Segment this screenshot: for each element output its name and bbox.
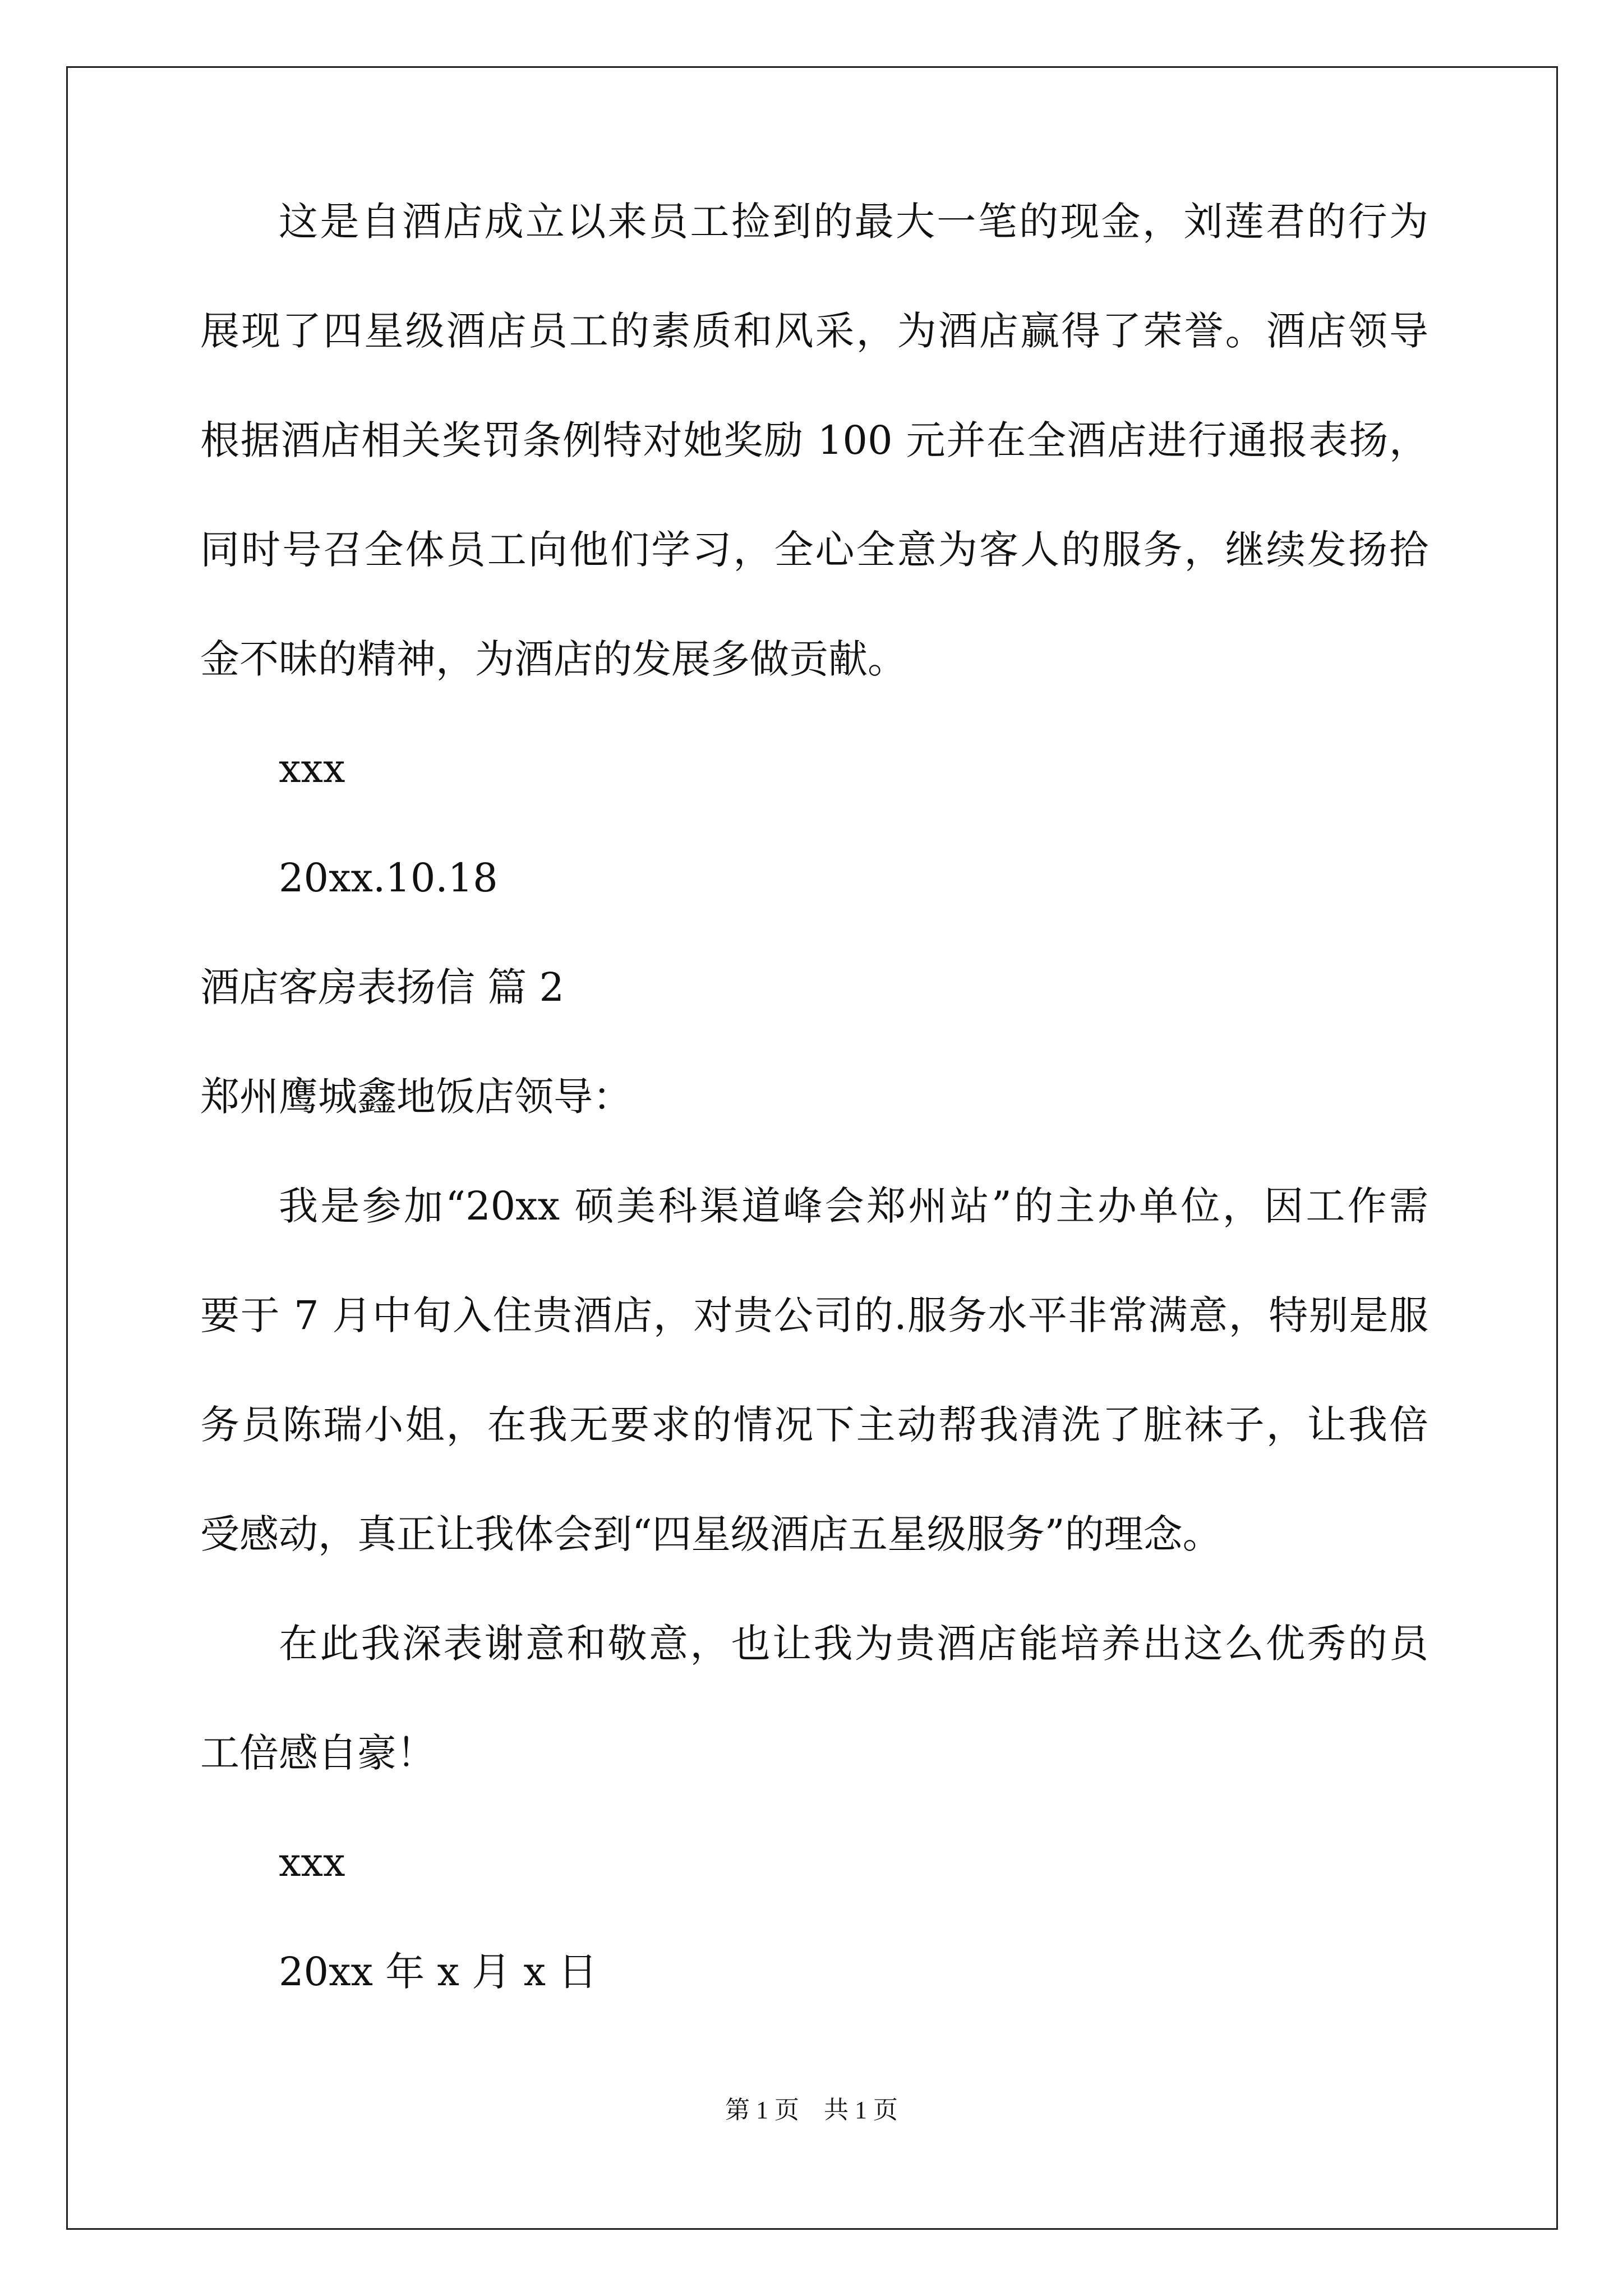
page-footer <box>0 2096 1623 2124</box>
paragraph-2-line-2: 要于 7 月中旬入住贵酒店，对贵公司的.服务水平非常满意，特别是服 <box>200 1292 1428 1338</box>
date-1: 20xx.10.18 <box>279 855 498 901</box>
salutation: 郑州鹰城鑫地饭店领导： <box>200 1074 632 1120</box>
paragraph-1-line-2: 展现了四星级酒店员工的素质和风采，为酒店赢得了荣誉。酒店领导 <box>200 308 1428 354</box>
paragraph-2-line-4: 受感动，真正让我体会到“四星级酒店五星级服务”的理念。 <box>200 1511 1222 1557</box>
signature-2: xxx <box>279 1839 345 1885</box>
paragraph-2-line-1: 我是参加“20xx 硕美科渠道峰会郑州站”的主办单位，因工作需 <box>279 1183 1428 1229</box>
page-total: 共 1 页 <box>824 2096 898 2124</box>
paragraph-1-line-4: 同时号召全体员工向他们学习，全心全意为客人的服务，继续发扬拾 <box>200 527 1428 573</box>
date-2: 20xx 年 x 月 x 日 <box>279 1949 598 1995</box>
section-title: 酒店客房表扬信 篇 2 <box>200 964 565 1010</box>
paragraph-2-line-3: 务员陈瑞小姐，在我无要求的情况下主动帮我清洗了脏袜子，让我倍 <box>200 1402 1428 1448</box>
paragraph-1-line-3: 根据酒店相关奖罚条例特对她奖励 100 元并在全酒店进行通报表扬， <box>200 417 1428 463</box>
paragraph-1-line-1: 这是自酒店成立以来员工捡到的最大一笔的现金，刘莲君的行为 <box>279 199 1428 245</box>
page-number: 第 1 页 <box>725 2096 799 2124</box>
paragraph-1-line-5: 金不昧的精神，为酒店的发展多做贡献。 <box>200 636 907 682</box>
signature-1: xxx <box>279 746 345 792</box>
paragraph-3-line-1: 在此我深表谢意和敬意，也让我为贵酒店能培养出这么优秀的员 <box>279 1621 1428 1667</box>
document-body <box>200 199 1428 1995</box>
paragraph-3-line-2: 工倍感自豪！ <box>200 1730 436 1776</box>
